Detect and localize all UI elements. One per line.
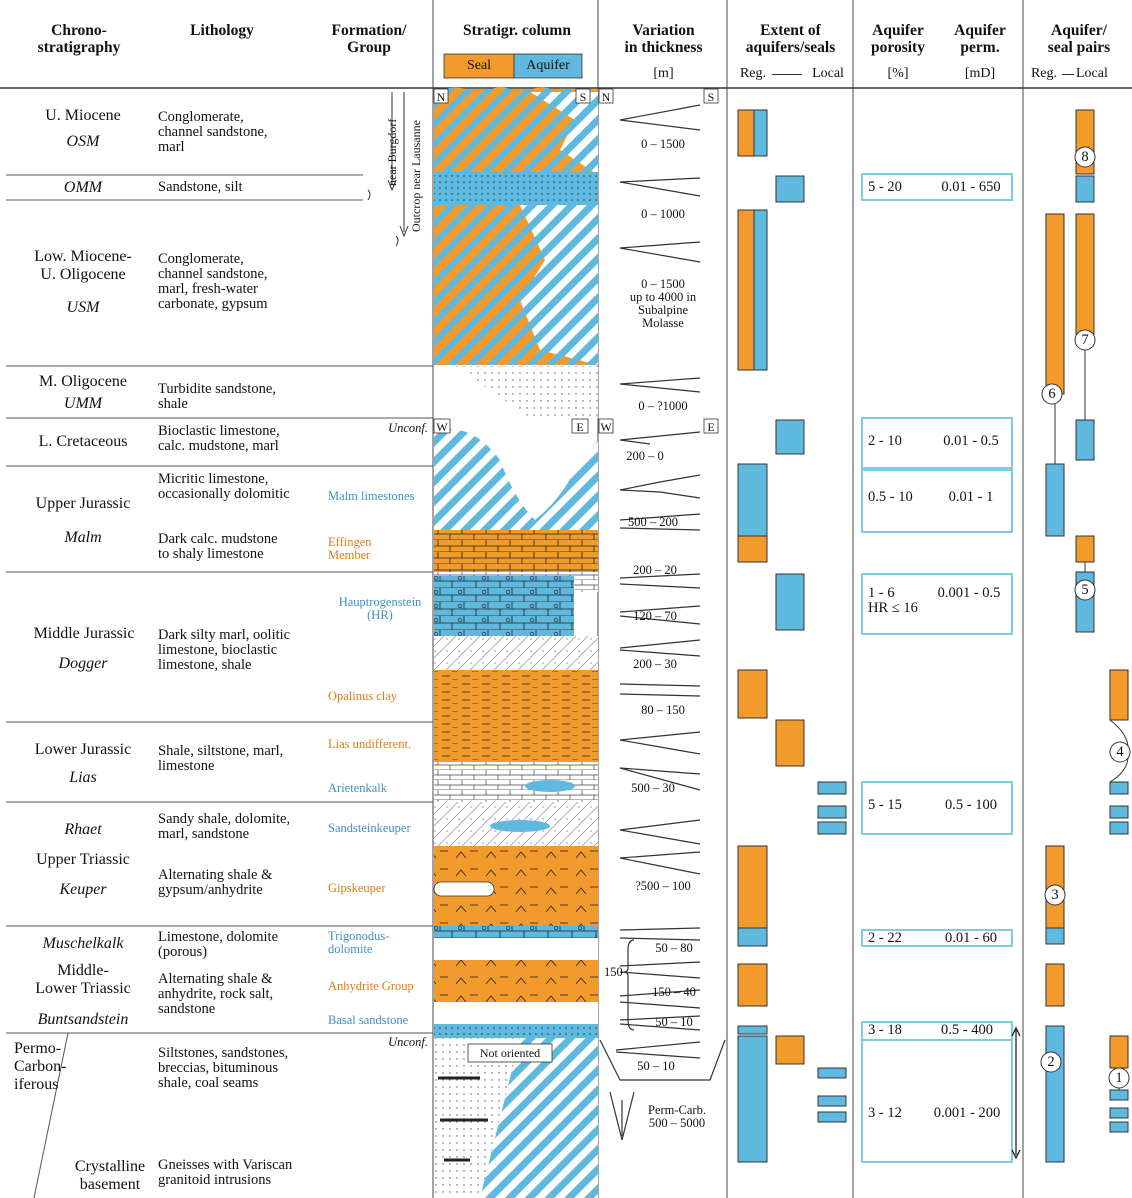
thick-dogger: 200 – 30	[633, 657, 677, 671]
lith-omm: Sandstone, silt	[158, 179, 243, 195]
pair-4: 4	[1116, 744, 1124, 760]
note-unconf: Unconf.	[388, 421, 428, 435]
chrono-lias: Lias	[69, 769, 97, 786]
chrono-crystalline: Crystalline basement	[74, 1158, 146, 1193]
thick-muschel: 50 – 80	[655, 941, 693, 955]
lith-rhaet: Sandy shale, dolomite, marl, sandstone	[158, 811, 291, 842]
header-strat-column: Stratigr. column	[463, 22, 571, 39]
lith-malm2: Dark calc. mudstone to shaly limestone	[158, 531, 278, 562]
header-porosity: Aquifer porosity	[871, 22, 925, 56]
thick-hr: 120 – 70	[633, 609, 677, 623]
lith-dogger: Dark silty marl, oolitic limestone, bioclastic limestone, shale	[158, 627, 291, 673]
formation-basal-sandstone: Basal sandstone	[328, 1013, 409, 1027]
pair-8: 8	[1081, 149, 1089, 165]
strat-w-label: W	[436, 420, 448, 434]
thick-cret: 200 – 0	[626, 449, 664, 463]
pair-7: 7	[1081, 332, 1089, 348]
pairs-sub-local: Local	[1076, 66, 1108, 81]
chrono-osm: OSM	[66, 133, 100, 150]
pair-6: 6	[1048, 386, 1056, 402]
strat-s-label: S	[579, 90, 587, 104]
var-w-label: W	[600, 420, 612, 434]
chrono-upper-jurassic: Upper Jurassic	[35, 495, 131, 512]
var-s-label: S	[707, 90, 715, 104]
formation-anhydrite-group: Anhydrite Group	[328, 979, 414, 993]
thick-osm: 0 – 1500	[641, 137, 685, 151]
extent-bars	[738, 110, 846, 1162]
chrono-u-miocene: U. Miocene	[45, 107, 121, 124]
header-chrono: Chrono- stratigraphy	[37, 22, 121, 56]
formation-trigonodus: Trigonodus- dolomite	[328, 929, 390, 956]
var-n-label: N	[601, 90, 611, 104]
strat-e-label: E	[576, 420, 584, 434]
chrono-muschelkalk: Muschelkalk	[42, 935, 124, 952]
legend-seal: Seal	[466, 58, 492, 73]
thick-omm: 0 – 1000	[641, 207, 685, 221]
extent-sub-reg: Reg.	[739, 66, 767, 81]
porosity-dogger: 1 - 6 HR ≤ 16	[868, 585, 918, 616]
legend-aquifer: Aquifer	[526, 58, 570, 73]
porosity-boxes	[862, 174, 1012, 1162]
note-outcrop-lausanne: Outcrop near Lausanne	[409, 120, 423, 232]
thick-lias: 500 – 30	[631, 781, 675, 795]
strat-column-drawing	[434, 87, 598, 1198]
formation-lias-undiff: Lias undifferent.	[328, 737, 412, 751]
chrono-keuper: Keuper	[59, 881, 107, 898]
porosity-bunt: 3 - 18	[868, 1022, 902, 1038]
lith-osm: Conglomerate, channel sandstone, marl	[158, 109, 268, 155]
chrono-malm: Malm	[64, 529, 102, 546]
chrono-middle-jurassic: Middle Jurassic	[33, 625, 135, 642]
header-variation: Variation in thickness	[624, 22, 703, 56]
chrono-buntsandstein: Buntsandstein	[37, 1011, 129, 1028]
perm-dogger: 0.001 - 0.5	[937, 585, 1001, 601]
chrono-low-miocene: Low. Miocene- U. Oligocene	[34, 248, 132, 283]
formation-effingen: Effingen Member	[328, 535, 372, 562]
var-e-label: E	[707, 420, 715, 434]
chrono-l-cretaceous: L. Cretaceous	[38, 433, 128, 450]
pair-5: 5	[1081, 582, 1089, 598]
chrono-dogger: Dogger	[58, 655, 108, 672]
perm-omm: 0.01 - 650	[941, 179, 1001, 195]
pair-bars	[1046, 110, 1128, 1162]
perm-unit: [mD]	[964, 66, 996, 81]
thick-malm: 500 – 200	[628, 515, 678, 529]
pairs-sub-reg: Reg.	[1030, 66, 1058, 81]
header-pairs: Aquifer/ seal pairs	[1047, 22, 1111, 56]
header-lithology: Lithology	[190, 22, 254, 39]
thick-brace: 150	[604, 965, 623, 979]
extent-sub-local: Local	[812, 66, 844, 81]
strat-not-oriented: Not oriented	[479, 1046, 541, 1060]
porosity-malm: 0.5 - 10	[868, 489, 913, 505]
lith-keuper: Alternating shale & gypsum/anhydrite	[158, 867, 273, 898]
lith-lias: Shale, siltstone, marl, limestone	[158, 743, 284, 774]
porosity-unit: [%]	[887, 66, 909, 81]
formation-sandsteinkeuper: Sandsteinkeuper	[328, 821, 411, 835]
porosity-lias: 5 - 15	[868, 797, 902, 813]
chrono-omm: OMM	[63, 179, 103, 196]
chrono-m-oligocene: M. Oligocene	[39, 373, 127, 390]
thick-keuper: ?500 – 100	[635, 879, 691, 893]
thick-umm: 0 – ?1000	[638, 399, 688, 413]
pair-1: 1	[1115, 1070, 1123, 1086]
lith-malm1: Micritic limestone, occasionally dolomitic	[158, 471, 290, 502]
perm-bunt: 0.5 - 400	[941, 1022, 993, 1038]
pair-3: 3	[1051, 887, 1059, 903]
chrono-middle-lower-triassic: Middle- Lower Triassic	[35, 962, 131, 997]
formation-arietenkalk: Arietenkalk	[328, 781, 388, 795]
strat-n-label: N	[436, 90, 446, 104]
perm-permo: 0.001 - 200	[933, 1105, 1001, 1121]
header-formation: Formation/ Group	[331, 22, 407, 56]
lith-usm: Conglomerate, channel sandstone, marl, fresh-water carbonate, gypsum	[158, 251, 268, 312]
thick-usm: 0 – 1500 up to 4000 in Subalpine Molasse	[629, 277, 697, 330]
thick-effingen: 200 – 20	[633, 563, 677, 577]
thick-permo: 50 – 10	[637, 1059, 675, 1073]
porosity-omm: 5 - 20	[868, 179, 902, 195]
perm-malm: 0.01 - 1	[948, 489, 994, 505]
lith-muschel: Limestone, dolomite (porous)	[158, 929, 279, 960]
thick-opalinus: 80 – 150	[641, 703, 685, 717]
note-unconf-2: Unconf.	[388, 1035, 428, 1049]
header-perm: Aquifer perm.	[954, 22, 1006, 56]
chrono-usm: USM	[66, 299, 100, 316]
lith-cret: Bioclastic limestone, calc. mudstone, marl	[158, 423, 280, 454]
perm-cret: 0.01 - 0.5	[943, 433, 999, 449]
chrono-umm: UMM	[63, 395, 103, 412]
lith-crystalline: Gneisses with Variscan granitoid intrusions	[158, 1157, 293, 1188]
lith-permo: Siltstones, sandstones, breccias, bituminous shale, coal seams	[158, 1045, 289, 1091]
thick-basal: 50 – 10	[655, 1015, 693, 1029]
porosity-cret: 2 - 10	[868, 433, 902, 449]
porosity-permo: 3 - 12	[868, 1105, 902, 1121]
chrono-lower-jurassic: Lower Jurassic	[34, 741, 132, 758]
perm-lias: 0.5 - 100	[945, 797, 997, 813]
pair-2: 2	[1047, 1054, 1055, 1070]
formation-hauptrogenstein: Hauptrogenstein (HR)	[338, 595, 422, 622]
chrono-upper-triassic: Upper Triassic	[36, 851, 130, 868]
variation-unit: [m]	[653, 66, 674, 81]
porosity-muschel: 2 - 22	[868, 930, 902, 946]
formation-malm-limestones: Malm limestones	[328, 489, 415, 503]
thick-anhydrite: 150 – 40	[652, 985, 696, 999]
lith-anhydrite: Alternating shale & anhydrite, rock salt, sandstone	[158, 971, 274, 1017]
perm-muschel: 0.01 - 60	[945, 930, 997, 946]
chrono-rhaet: Rhaet	[64, 821, 102, 838]
thick-permo-carb: Perm-Carb. 500 – 5000	[648, 1103, 706, 1130]
header-extent: Extent of aquifers/seals	[745, 22, 836, 56]
chrono-permo-carb: Permo- Carbon- iferous	[14, 1040, 67, 1093]
formation-opalinus: Opalinus clay	[328, 689, 398, 703]
formation-gipskeuper: Gipskeuper	[328, 881, 386, 895]
lith-umm: Turbidite sandstone, shale	[158, 381, 276, 412]
note-near-burgdorf: near Burgdorf	[385, 118, 399, 186]
